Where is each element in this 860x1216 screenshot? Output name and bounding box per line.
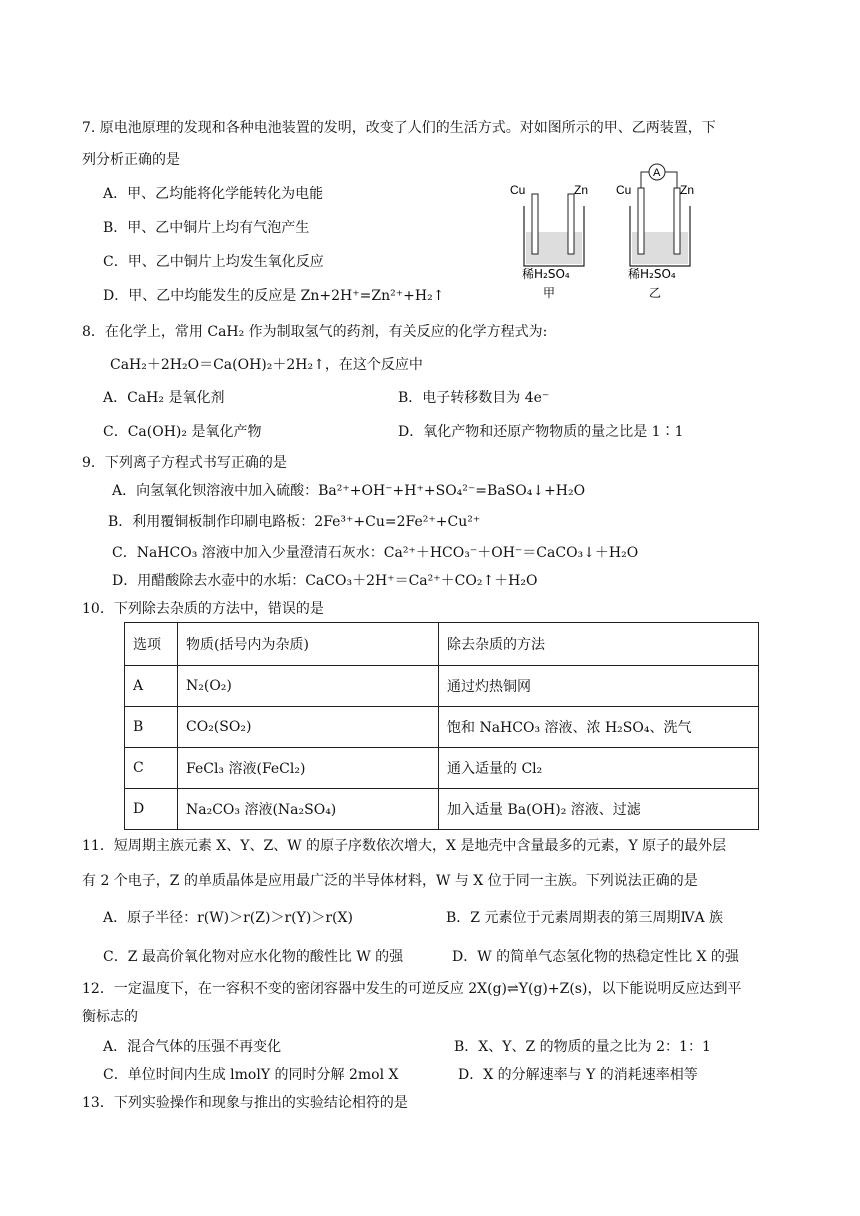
table-cell: CO₂(SO₂) <box>178 707 439 748</box>
q12-option-c: C．单位时间内生成 lmolY 的同时分解 2mol X <box>103 1067 399 1083</box>
beaker-jia <box>510 183 588 300</box>
table-cell: 通入适量的 Cl₂ <box>439 748 759 789</box>
q12-stem-line1: 12．一定温度下，在一容积不变的密闭容器中发生的可逆反应 2X(g)⇌Y(g)+Z(s)，以下能说明反应达到平 <box>82 981 742 997</box>
table-cell: 加入适量 Ba(OH)₂ 溶液、过滤 <box>439 789 759 830</box>
q9-stem: 9．下列离子方程式书写正确的是 <box>82 455 287 471</box>
table-cell: D <box>125 789 178 830</box>
table-cell: B <box>125 707 178 748</box>
q9-option-b: B．利用覆铜板制作印刷电路板：2Fe³⁺+Cu=2Fe²⁺+Cu²⁺ <box>108 514 481 530</box>
q8-option-d: D．氧化产物和还原产物物质的量之比是 1∶1 <box>398 424 684 440</box>
q10-table <box>124 622 759 830</box>
q12-option-b: B．X、Y、Z 的物质的量之比为 2：1：1 <box>454 1039 711 1055</box>
q11-option-d: D．W 的简单气态氢化物的热稳定性比 X 的强 <box>452 949 739 965</box>
q8-option-c: C．Ca(OH)₂ 是氧化产物 <box>103 424 262 440</box>
galvanic-cell-figure <box>500 160 700 310</box>
q7-stem-line1: 7. 原电池原理的发现和各种电池装置的发明，改变了人们的生活方式。对如图所示的甲、乙两装置，下 <box>82 120 716 136</box>
table-header-cell: 物质(括号内为杂质) <box>178 623 439 666</box>
table-row <box>125 748 759 789</box>
q12-option-d: D．X 的分解速率与 Y 的消耗速率相等 <box>458 1067 698 1083</box>
table-cell: C <box>125 748 178 789</box>
q13-stem: 13．下列实验操作和现象与推出的实验结论相符的是 <box>82 1095 408 1111</box>
q12-option-a: A．混合气体的压强不再变化 <box>103 1039 282 1055</box>
table-cell: Na₂CO₃ 溶液(Na₂SO₄) <box>178 789 439 830</box>
q8-stem-line2: CaH₂＋2H₂O＝Ca(OH)₂＋2H₂↑，在这个反应中 <box>110 357 423 373</box>
q8-stem-line1: 8．在化学上，常用 CaH₂ 作为制取氢气的药剂，有关反应的化学方程式为: <box>82 324 548 340</box>
q7-option-c: C．甲、乙中铜片上均发生氧化反应 <box>103 254 324 270</box>
table-cell: 饱和 NaHCO₃ 溶液、浓 H₂SO₄、洗气 <box>439 707 759 748</box>
jia-acid-label: 稀H₂SO₄ <box>522 267 570 281</box>
q11-option-a: A．原子半径：r(W)＞r(Z)＞r(Y)＞r(X) <box>103 910 353 926</box>
q8-option-b: B．电子转移数目为 4e⁻ <box>398 390 550 406</box>
table-row <box>125 789 759 830</box>
table-header-row <box>125 623 759 666</box>
table-cell: A <box>125 666 178 707</box>
table-header-cell: 除去杂质的方法 <box>439 623 759 666</box>
q9-option-c: C．NaHCO₃ 溶液中加入少量澄清石灰水：Ca²⁺＋HCO₃⁻＋OH⁻＝CaCO₃↓＋H₂O <box>112 545 639 561</box>
q12-stem-line2: 衡标志的 <box>82 1009 138 1025</box>
jia-cu-label: Cu <box>510 183 526 197</box>
q9-option-a: A．向氢氧化钡溶液中加入硫酸：Ba²⁺+OH⁻+H⁺+SO₄²⁻=BaSO₄↓+H₂O <box>112 483 586 499</box>
q11-option-c: C．Z 最高价氧化物对应水化物的酸性比 W 的强 <box>103 949 404 965</box>
ammeter-label: A <box>653 167 661 179</box>
q7-option-b: B．甲、乙中铜片上均有气泡产生 <box>103 220 310 236</box>
beaker-yi <box>616 164 694 300</box>
table-cell: FeCl₃ 溶液(FeCl₂) <box>178 748 439 789</box>
yi-zn-label: Zn <box>680 183 695 197</box>
yi-cu-label: Cu <box>616 183 632 197</box>
jia-zn-label: Zn <box>574 183 589 197</box>
yi-label: 乙 <box>649 286 662 300</box>
q11-option-b: B．Z 元素位于元素周期表的第三周期ⅣA 族 <box>446 910 724 926</box>
q11-stem-line2: 有 2 个电子，Z 的单质晶体是应用最广泛的半导体材料，W 与 X 位于同一主族。下列说法正确的是 <box>82 873 698 889</box>
q7-stem-line2: 列分析正确的是 <box>82 152 180 168</box>
table-cell: N₂(O₂) <box>178 666 439 707</box>
q9-option-d: D．用醋酸除去水壶中的水垢：CaCO₃＋2H⁺＝Ca²⁺＋CO₂↑＋H₂O <box>112 573 538 589</box>
table-row <box>125 666 759 707</box>
table-row <box>125 707 759 748</box>
jia-label: 甲 <box>543 286 556 300</box>
q7-option-a: A．甲、乙均能将化学能转化为电能 <box>103 186 324 202</box>
table-cell: 通过灼热铜网 <box>439 666 759 707</box>
q8-option-a: A．CaH₂ 是氧化剂 <box>103 390 225 406</box>
q10-stem: 10．下列除去杂质的方法中，错误的是 <box>82 601 324 617</box>
yi-acid-label: 稀H₂SO₄ <box>628 267 676 281</box>
q7-option-d: D．甲、乙中均能发生的反应是 Zn+2H⁺=Zn²⁺+H₂↑ <box>103 288 445 304</box>
table-header-cell: 选项 <box>125 623 178 666</box>
q11-stem-line1: 11．短周期主族元素 X、Y、Z、W 的原子序数依次增大，X 是地壳中含量最多的元素，Y 原子的最外层 <box>82 838 727 854</box>
